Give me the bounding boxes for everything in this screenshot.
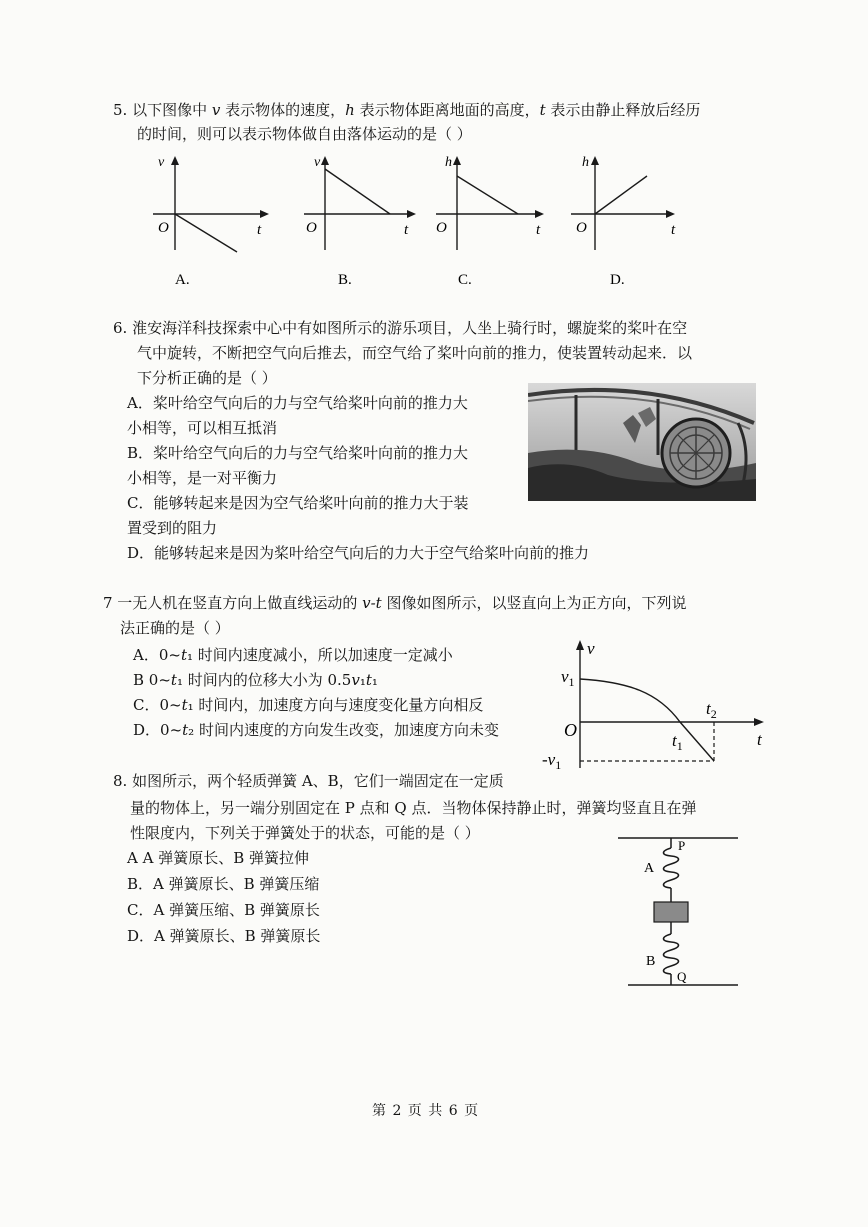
text-segment: A．0~ <box>133 646 181 664</box>
q5c-option-label: C. <box>458 272 472 288</box>
text-segment: t <box>181 696 188 714</box>
q8-option-c: C．A 弹簧压缩、B 弹簧原长 <box>127 901 320 919</box>
q6-stem-line1: 6. 淮安海洋科技探索中心中有如图所示的游乐项目，人坐上骑行时，螺旋桨的桨叶在空 <box>113 319 688 337</box>
q8-stem-line2: 量的物体上，另一端分别固定在 P 点和 Q 点．当物体保持静止时，弹簧均竖直且在弹 <box>130 799 697 817</box>
text-segment: ₁ 时间内的位移大小为 0.5 <box>176 671 352 689</box>
q5a-option-label: A. <box>175 272 190 288</box>
q7-graph-t2-label: $t_2$ <box>706 699 717 721</box>
text-segment: t <box>170 671 177 689</box>
q6-option-a-line2: 小相等，可以相互抵消 <box>127 419 278 437</box>
q5-stem-line1 <box>113 100 700 120</box>
q5-stem-line2: 的时间，则可以表示物体做自由落体运动的是（ ） <box>137 125 472 143</box>
q5a-x-label: t <box>257 222 262 238</box>
q8-option-d: D．A 弹簧原长、B 弹簧原长 <box>127 927 321 945</box>
q5b-y-label: v <box>314 155 321 170</box>
text-segment: t <box>180 646 187 664</box>
q8-stem-line3: 性限度内，下列关于弹簧处于的状态，可能的是（ ） <box>130 824 480 842</box>
q5c-y-label: h <box>445 155 452 170</box>
q6-option-a-line1: A．桨叶给空气向后的力与空气给桨叶向前的推力大 <box>127 394 468 412</box>
q8-stem-line1: 8. 如图所示，两个轻质弹簧 A、B，它们一端固定在一定质 <box>113 772 504 790</box>
q7-option-d <box>133 720 499 740</box>
q5d-option-label: D. <box>610 272 625 288</box>
text-segment: C．0~ <box>133 696 182 714</box>
text-segment: t <box>182 721 189 739</box>
q6-stem-line2: 气中旋转，不断把空气向后推去，而空气给了桨叶向前的推力，使装置转动起来．以 <box>137 344 693 362</box>
q6-option-b-line1: B．桨叶给空气向后的力与空气给桨叶向前的推力大 <box>127 444 469 462</box>
q7-vt-graph <box>538 632 770 770</box>
text-segment: ₁ 时间内速度减小，所以加速度一定减小 <box>186 646 453 664</box>
q8-label-a: A <box>644 861 655 876</box>
text-segment: ₁ 时间内，加速度方向与速度变化量方向相反 <box>187 696 484 714</box>
q7-option-a <box>133 645 453 665</box>
q7-graph-neg-v1-label: $-v_1$ <box>542 750 562 770</box>
q5c-origin: O <box>436 220 447 236</box>
text-segment: B 0~ <box>133 671 171 689</box>
text-segment: v-t <box>362 594 382 612</box>
q7-graph-x-label: t <box>757 730 762 749</box>
text-segment: D．0~ <box>133 721 183 739</box>
q8-option-a: A A 弹簧原长、B 弹簧拉伸 <box>127 849 309 867</box>
q7-stem-line2: 法正确的是（ ） <box>120 619 230 637</box>
q5a-y-label: v <box>158 155 165 170</box>
text-segment: h <box>345 101 355 119</box>
q5b-option-label: B. <box>338 272 352 288</box>
q7-graph-t1-label: $t_1$ <box>672 731 683 753</box>
q6-option-c-line2: 置受到的阻力 <box>127 519 218 537</box>
q6-option-d: D．能够转起来是因为桨叶给空气向后的力大于空气给桨叶向前的推力 <box>127 544 590 562</box>
q5b-x-label: t <box>404 222 409 238</box>
text-segment: 表示物体的速度， <box>220 101 346 119</box>
q7-graph-origin: O <box>564 720 577 740</box>
q6-option-c-line1: C．能够转起来是因为空气给桨叶向前的推力大于装 <box>127 494 469 512</box>
q5d-y-label: h <box>582 155 589 170</box>
q6-ride-photo <box>528 383 756 501</box>
text-segment: v <box>351 671 360 689</box>
text-segment: 图像如图所示，以竖直向上为正方向，下列说 <box>381 594 687 612</box>
q5-graph-a <box>145 150 275 290</box>
q8-label-p: P <box>678 838 686 853</box>
q5-graph-d <box>565 150 695 290</box>
q6-stem-line3: 下分析正确的是（ ） <box>137 369 277 387</box>
q7-option-c <box>133 695 483 715</box>
q8-option-b: B．A 弹簧原长、B 弹簧压缩 <box>127 875 320 893</box>
text-segment: 表示物体距离地面的高度， <box>354 101 540 119</box>
text-segment: ₁ <box>359 671 366 689</box>
q7-graph-v1-label: $v_1$ <box>561 667 575 689</box>
text-segment: 表示由静止释放后经历 <box>545 101 701 119</box>
text-segment: 5. 以下图像中 <box>113 101 212 119</box>
q8-label-b: B <box>646 954 656 969</box>
text-segment: 7 一无人机在竖直方向上做直线运动的 <box>103 594 363 612</box>
q6-option-b-line2: 小相等，是一对平衡力 <box>127 469 278 487</box>
q5-graph-c <box>430 150 560 290</box>
q5c-x-label: t <box>536 222 541 238</box>
q7-option-b <box>133 670 378 690</box>
q7-graph-y-label: v <box>587 639 595 658</box>
q5b-origin: O <box>306 220 317 236</box>
q5d-x-label: t <box>671 222 676 238</box>
text-segment: t <box>539 101 546 119</box>
q8-label-q: Q <box>677 969 687 984</box>
q5-graph-b <box>300 150 430 290</box>
text-segment: ₁ <box>371 671 378 689</box>
q7-stem-line1 <box>103 593 686 613</box>
text-segment: t <box>365 671 372 689</box>
text-segment: ₂ 时间内速度的方向发生改变，加速度方向未变 <box>188 721 499 739</box>
text-segment: v <box>211 101 221 119</box>
q5a-origin: O <box>158 220 169 236</box>
q5d-origin: O <box>576 220 587 236</box>
page-footer: 第 2 页 共 6 页 <box>372 1103 480 1119</box>
q8-spring-figure <box>618 830 744 992</box>
